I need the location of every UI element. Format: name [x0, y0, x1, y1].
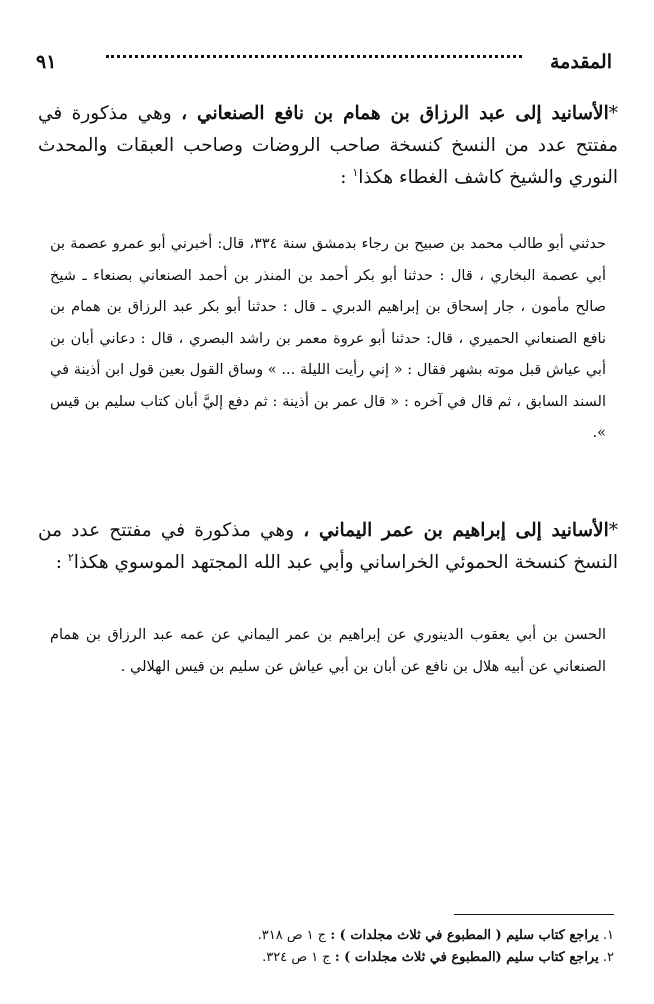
- footnote-2: [54, 947, 614, 969]
- footnote-number: ١.: [602, 928, 614, 943]
- header-dot-leader: [106, 55, 522, 58]
- section1-heading-bold: الأسانيد إلى عبد الرزاق بن همام بن نافع الصنعاني ،: [181, 103, 609, 124]
- footnote-number: ٢.: [602, 950, 614, 965]
- footnotes: [54, 925, 614, 969]
- section1-heading-text: وهي مذكورة في مفتتح عدد من النسخ كنسخة صاحب الروضات وصاحب العبقات والمحدث النوري والشيخ كاشف الغطاء هكذا: [38, 103, 618, 188]
- section2-chain-quote: الحسن بن أبي يعقوب الدينوري عن إبراهيم بن عمر اليماني عن عمه عبد الرزاق بن همام الصنعاني عن أبيه هلال بن نافع عن أبان بن أبي عياش عن سليم بن قيس الهلالي .: [50, 627, 606, 675]
- footnote-text: ج ١ ص ٣١٨.: [257, 928, 331, 943]
- footnote-text: ج ١ ص ٣٢٤.: [262, 950, 335, 965]
- section2-heading-end: :: [55, 552, 68, 573]
- asterisk-icon: *: [608, 520, 618, 541]
- header-section-title: المقدمة: [549, 51, 612, 73]
- section1-chain-quote: حدثني أبو طالب محمد بن صبيح بن رجاء بدمشق سنة ٣٣٤، قال: أخبرني أبو عمرو عصمة بن أبي عصمة البخاري ، قال : حدثنا أبو بكر أحمد بن المنذر بن أحمد الصنعاني بصنعاء ـ شيخ صالح مأمون ، جار إسحاق بن إبراهيم الدبري ـ قال : حدثنا أبو بكر عبد الرزاق بن همام بن نافع الصنعاني الحميري ، قال: حدثنا أبو عروة معمر بن راشد البصري ، قال : دعاني أبان بن أبي عياش قبل موته بشهر فقال : « إني رأيت الليلة ... » وساق القول بعين قول ابن أذينة في السند السابق ، ثم قال في آخره : « قال عمر بن أذينة : ثم دفع إليَّ أبان كتاب سليم بن قيس ».: [50, 236, 606, 441]
- footnote-text-bold: يراجع كتاب سليم ( المطبوع في ثلاث مجلدات ) :: [330, 928, 599, 943]
- asterisk-icon: *: [608, 103, 618, 124]
- page-number: ٩١: [36, 51, 57, 73]
- section2-heading: [38, 515, 618, 579]
- footnote-divider: [454, 914, 614, 915]
- section1-heading: [38, 98, 618, 194]
- section2-heading-text: وهي مذكورة في مفتتح عدد من النسخ كنسخة الحموئي الخراساني وأبي عبد الله المجتهد الموسوي هكذا: [38, 520, 618, 573]
- footnote-text-bold: يراجع كتاب سليم (المطبوع في ثلاث مجلدات ) :: [334, 950, 599, 965]
- section1-heading-end: :: [340, 167, 353, 188]
- running-header: [36, 42, 612, 82]
- section2-heading-bold: الأسانيد إلى إبراهيم بن عمر اليماني ،: [303, 520, 609, 541]
- footnote-ref-1[interactable]: ١: [352, 165, 359, 179]
- footnote-1: [54, 925, 614, 947]
- footnote-ref-2[interactable]: ٢: [67, 550, 74, 564]
